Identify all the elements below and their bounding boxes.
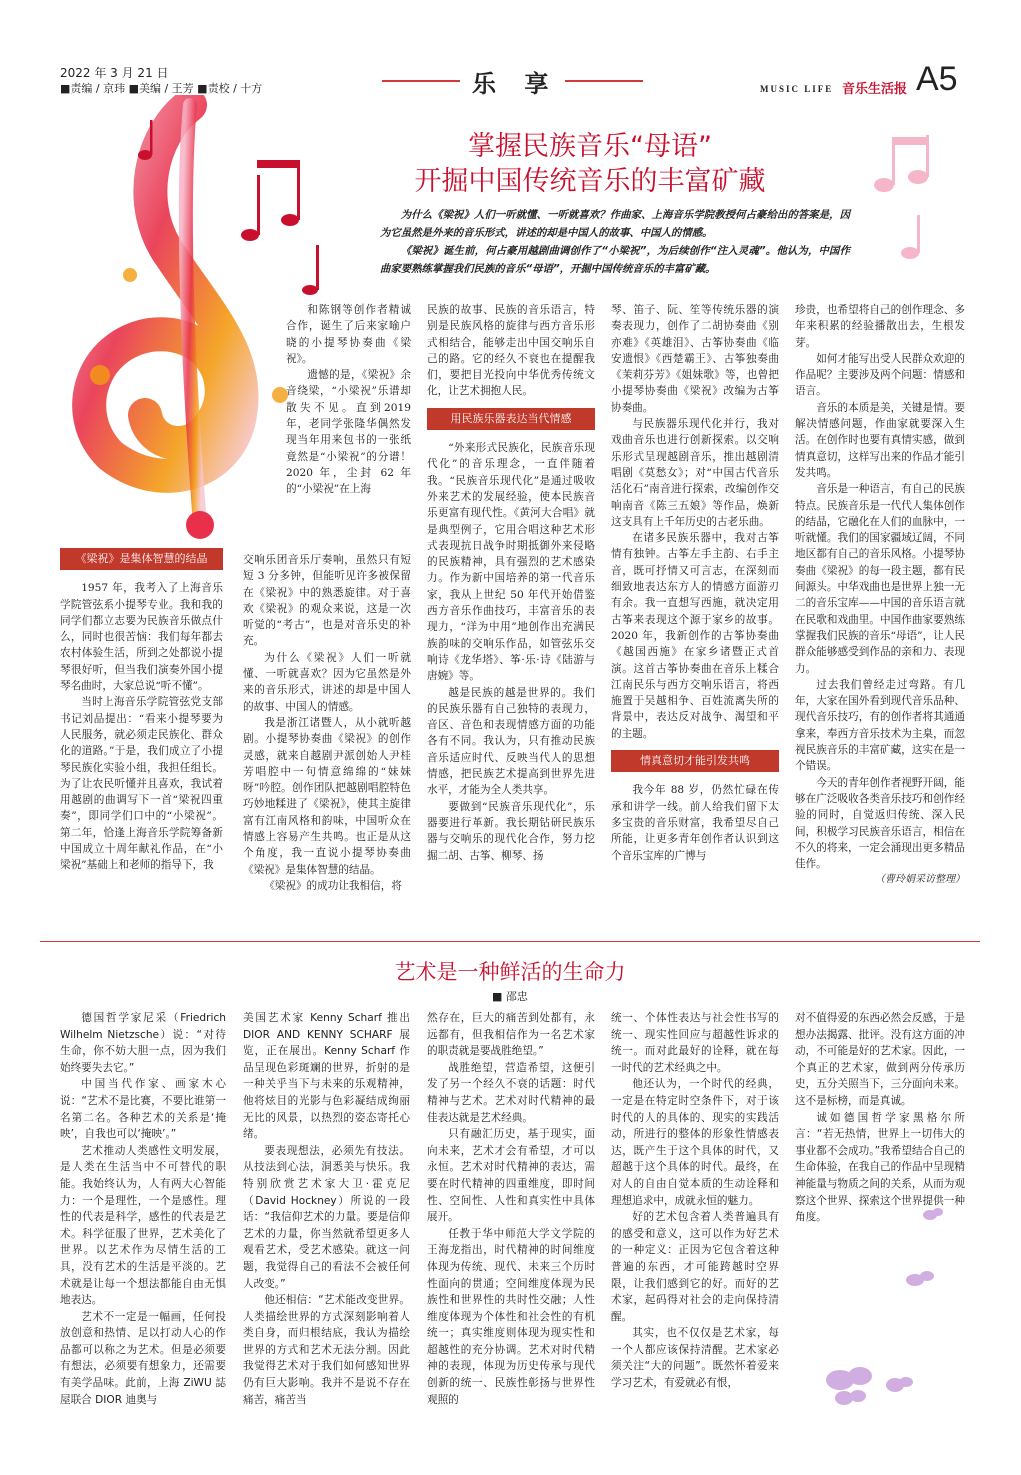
paragraph: 任教于华中师范大学文学院的王海龙指出，时代精神的时间维度体现为传统、现代、未来三个历时性面向的贯通；空间维度体现为民族性和世界性的共时性交融；人性维度体现为个体性和社会性的有机统一；真实维度则体现为现实性和超越性的充分协调。艺术对时代精神的表现，体现为历史传承与现代创新的统一、民族性彰扬与世界性观照的 <box>427 1227 595 1406</box>
paragraph: 艺术不一定是一幅画，任何投放创意和热情、足以打动人心的作品都可以称之为艺术。但是必须要有想法，必须要有想象力，还需要有美学品味。此前，上海 ZiWU 誌屋联合 DIOR 迪奥与 <box>60 1310 226 1406</box>
article1-col-c <box>427 302 595 864</box>
article-summary <box>380 206 850 278</box>
summary-paragraph: 为什么《梁祝》人们一听就懂、一听就喜欢？作曲家、上海音乐学院教授何占豪给出的答案是，因为它虽然是外来的音乐形式，讲述的却是中国人的故事、中国人的情感。 <box>380 209 850 239</box>
paragraph: 美国艺术家 Kenny Scharf 推出 DIOR AND KENNY SCHARF 展览，正在展出。Kenny Scharf 作品呈现色彩斑斓的世界，折射的是一种关乎当下与未来的乐观精神，他将炫目的光影与色彩凝结成绚丽无比的风景，以热烈的姿态寄托心绪。 <box>243 1012 410 1141</box>
butterfly-decoration <box>800 1200 950 1450</box>
article1-col-d <box>611 302 779 864</box>
paragraph: 他还认为，一个时代的经典，一定是在特定时空条件下，对于该时代的人的具体的、现实的实践活动，所进行的整体的形象性情感表达，既产生于这个具体的时代，又超越于这个具体的时代。最终，在对人的自由自觉本质的生动诠释和理想追求中，成就永恒的魅力。 <box>611 1078 779 1207</box>
paragraph: “外来形式民族化，民族音乐现代化”的音乐理念，一直伴随着我。“民族音乐现代化”是通过吸收外来艺术的发展经验，使本民族音乐更富有现代性。《黄河大合唱》就是典型例子，它用合唱这种艺术形式表现抗日战争时期抵御外来侵略的民族精神，具有强烈的艺术感染力。作为新中国培养的第一代音乐家，我从上世纪 50 年代开始借鉴西方音乐作曲技巧，丰富音乐的表现力，“洋为中用”地创作出充满民族韵味的交响乐作品，如管弦乐交响诗《龙华塔》、筝·乐·诗《陆游与唐婉》等。 <box>427 442 595 683</box>
paragraph: 好的艺术包含着人类普遍具有的感受和意义，这可以作为好艺术的一种定义：正因为它包含着这种普遍的东西，才可能跨越时空界限，让我们感到它的好。而好的艺术家，起码得对社会的走向保持清醒。 <box>611 1211 779 1323</box>
article2-col-4 <box>611 1010 779 1392</box>
paragraph: 和陈钢等创作者精诚合作，诞生了后来家喻户晓的小提琴协奏曲《梁祝》。 <box>286 304 411 365</box>
paragraph: 珍贵，也希望将自己的创作理念、多年来积累的经验播散出去，生根发芽。 <box>795 304 965 349</box>
paragraph: 音乐的本质是美，关键是情。要解决情感问题，作曲家就要深入生活。在创作时也要有真情实感，做到情真意切，这样写出来的作品才能引发共鸣。 <box>795 401 965 479</box>
paragraph: 今天的青年创作者视野开阔，能够在广泛吸收各类音乐技巧和创作经验的同时，自觉返归传统、深入民间，积极学习民族音乐语言，相信在不久的将来，一定会涌现出更多精品佳作。 <box>795 776 965 871</box>
subhead-collective-wisdom: 《梁祝》是集体智慧的结晶 <box>60 548 223 570</box>
header-rule-left <box>382 80 460 82</box>
paragraph: 中国当代作家、画家木心说：“艺术不是比赛，不要比谁第一名第二名。各种艺术的关系是‘掩映’，自我也可以‘掩映’。” <box>60 1078 226 1141</box>
paragraph: 战胜绝望，营造希望，这便引发了另一个经久不衰的话题：时代精神与艺术。艺术对时代精神的最佳表达就是艺术经典。 <box>427 1061 595 1124</box>
paragraph: 当时上海音乐学院管弦党支部书记刘品提出：“看来小提琴要为人民服务，就必须走民族化、群众化的道路。”于是，我们成立了小提琴民族化实验小组，我担任组长。为了让农民听懂并且喜欢，我试着用越剧的曲调写下一首“梁祝四重奏”，即同学们口中的“小梁祝”。第二年，恰逢上海音乐学院筹备新中国成立十周年献礼作品，在“小梁祝”基础上和老师的指导下，我 <box>60 696 223 872</box>
issue-date: 2022 年 3 月 21 日 <box>60 66 169 80</box>
paragraph: 《梁祝》的成功让我相信，将 <box>264 879 402 892</box>
article2-author: ■ 邵忠 <box>492 990 528 1003</box>
paragraph: 他还相信：“艺术能改变世界。人类描绘世界的方式深刻影响着人类自身，而归根结底，我认为描绘世界的方式和艺术无法分割。因此我觉得艺术对于我们如何感知世界仍有巨大影响。我并不是说不存在痛苦，痛苦当 <box>243 1294 410 1406</box>
page-number: A5 <box>916 60 958 98</box>
article2-title: 艺术是一种鲜活的生命力 <box>394 960 626 984</box>
article2-col-3 <box>427 1010 595 1408</box>
article1-col-b-top <box>286 302 411 498</box>
paragraph: 音乐是一种语言，有自己的民族特点。民族音乐是一代代人集体创作的结晶，它融化在人们的血脉中，一听就懂。我们的国家疆域辽阔，不同地区都有自己的音乐风格。小提琴协奏曲《梁祝》的每一段主题，都有民间源头。中华戏曲也是世界上独一无二的音乐宝库——中国的音乐语言就在民歌和戏曲里。中国作曲家要熟练掌握我们民族的音乐“母语”，让人民群众能够感受到作品的亲和力、表现力。 <box>795 483 965 675</box>
paragraph: 琴、笛子、阮、笙等传统乐器的演奏表现力，创作了二胡协奏曲《别亦难》《英雄泪》、古筝协奏曲《临安遗恨》《西楚霸王》、古筝独奏曲《茉莉芬芳》《姐妹歌》等，也曾把小提琴协奏曲《梁祝》改编为古筝协奏曲。 <box>611 304 779 414</box>
paragraph: 德国哲学家尼采（Friedrich Wilhelm Nietzsche）说：“对待生命，你不妨大胆一点，因为我们始终要失去它。” <box>60 1012 226 1074</box>
article2-col-5 <box>795 1010 965 1226</box>
header-rule-right <box>565 80 643 82</box>
article-title-line2: 开掘中国传统音乐的丰富矿藏 <box>414 166 766 197</box>
section-english: MUSIC LIFE <box>760 84 834 94</box>
paragraph: 要做到“民族音乐现代化”，乐器要进行革新。我长期钻研民族乐器与交响乐的现代化合作，努力挖掘二胡、古筝、柳琴、扬 <box>427 800 595 862</box>
paragraph: 然存在，巨大的痛苦到处都有，永远都有，但我相信作为一名艺术家的职责就是要战胜绝望。” <box>427 1012 595 1058</box>
treble-clef-shape <box>89 105 241 476</box>
section-title: 乐 享 <box>472 69 559 98</box>
article-credit: （曹玲娟采访整理） <box>875 874 965 886</box>
editor-credits: ■责编 / 京玮 ■美编 / 王芳 ■责校 / 十方 <box>60 82 263 95</box>
paragraph: 如何才能写出受人民群众欢迎的作品呢？主要涉及两个问题：情感和语言。 <box>795 352 965 398</box>
paragraph: 为什么《梁祝》人们一听就懂、一听就喜欢？因为它虽然是外来的音乐形式，讲述的却是中国人的故事、中国人的情感。 <box>243 651 411 713</box>
subhead-folk-instruments: 用民族乐器表达当代情感 <box>427 408 595 430</box>
paragraph: 越是民族的越是世界的。我们的民族乐器有自己独特的表现力，音区、音色和表现情感方面的功能各有不同。我认为，只有推动民族音乐适应时代、反映当代人的思想情感，把民族艺术提高到世界先进水平，才能为全人类共享。 <box>427 686 595 797</box>
paragraph: 民族的故事、民族的音乐语言，特别是民族风格的旋律与西方音乐形式相结合，能够走出中国交响乐自己的路。它的经久不衰也在提醒我们，要把目光投向中华优秀传统文化，让艺术拥抱人民。 <box>427 304 595 398</box>
paragraph: 艺术推动人类感性文明发展，是人类在生活当中不可替代的职能。我始终认为，人有两大心智能力：一个是理性，一个是感性。理性的代表是科学，感性的代表是艺术。科学征服了世界，艺术美化了世界。以艺术作为尽情生活的工具，没有艺术的生活是平淡的。艺术就是让每一个想法都能自由无惧地表达。 <box>60 1144 226 1307</box>
paragraph: 对不值得爱的东西必然会反感，于是想办法揭露、批评。没有这方面的冲动，不可能是好的艺术家。因此，一个真正的艺术家，做到两分传承历史，五分关照当下，三分面向未来。这不是标榜，而是真诚。 <box>795 1012 965 1107</box>
paragraph: 统一、个体性表达与社会性书写的统一、现实性回应与超越性诉求的统一。而对此最好的诠释，就在每一时代的艺术经典之中。 <box>611 1012 779 1074</box>
paragraph: 交响乐团音乐厅奏响，虽然只有短短 3 分多钟，但能听见许多被保留在《梁祝》中的熟悉旋律。对于喜欢《梁祝》的观众来说，这是一次听觉的“考古”，也是对音乐史的补充。 <box>243 554 411 648</box>
summary-paragraph: 《梁祝》诞生前，何占豪用越剧曲调创作了“小梁祝”，为后续创作“注入灵魂”。他认为，中国作曲家要熟练掌握我们民族的音乐“母语”，开掘中国传统音乐的丰富矿藏。 <box>380 245 850 275</box>
subhead-sincere-emotion: 情真意切才能引发共鸣 <box>611 750 779 772</box>
paragraph: 过去我们曾经走过弯路。有几年，大家在国外看到现代音乐品种、现代音乐技巧，有的创作者将其通通拿来，奉西方音乐技术为主臬，而忽视民族音乐的丰富矿藏，这实在是一个错误。 <box>795 678 965 773</box>
paragraph: 诚如德国哲学家黑格尔所言：“若无热情，世界上一切伟大的事业都不会成功。”我希望结合自己的生命体验，在我自己的作品中呈现精神能量与物质之间的关系，从而为观察这个世界、探索这个世界提供一种角度。 <box>795 1111 965 1224</box>
paragraph: 只有融汇历史，基于现实，面向未来，艺术才会有希望，才可以永恒。艺术对时代精神的表达，需要在时代精神的四重维度，即时间性、空间性、人性和真实性中具体展开。 <box>427 1128 595 1224</box>
article-title-line1: 掌握民族音乐“母语” <box>468 131 712 162</box>
article1-col-a <box>60 540 223 874</box>
section-divider <box>40 941 980 942</box>
paragraph: 我是浙江诸暨人，从小就听越剧。小提琴协奏曲《梁祝》的创作灵感，就来自越剧尹派创始人尹桂芳唱腔中一句情意绵绵的“妹妹呀”吟腔。创作团队把越剧唱腔特色巧妙地糅进了《梁祝》，使其主旋律富有江南风格和韵味，中国听众在情感上容易产生共鸣。也正是从这个角度，我一直说小提琴协奏曲《梁祝》是集体智慧的结晶。 <box>243 716 411 876</box>
paragraph: 要表现想法，必须先有技法。从技法到心法，洞悉美与快乐。我特别欣赏艺术家大卫·霍克尼（David Hockney）所说的一段话：“我信仰艺术的力量。要是信仰艺术的力量，你当然就希望更多人观看艺术，受艺术感染。就这一问题，我觉得自己的看法不会被任何人改变。” <box>243 1144 410 1290</box>
paragraph: 我今年 88 岁，仍然忙碌在传承和讲学一线。前人给我们留下太多宝贵的音乐财富，我希望尽自己所能，让更多青年创作者认识到这个音乐宝库的广博与 <box>611 784 779 862</box>
pink-note-icon <box>870 135 940 265</box>
paragraph: 与民族器乐现代化并行，我对戏曲音乐也进行创新探索。以交响乐形式呈现越剧音乐，推出越剧清唱剧《莫愁女》；对“中国古代音乐活化石”南音进行探索，改编创作交响南音《陈三五娘》等作品，焕新这支具有上千年历史的古老乐曲。 <box>611 418 779 528</box>
paragraph: 遗憾的是，《梁祝》余音绕梁，“小梁祝”乐谱却散失不见。直到2019 年，老同学张隆华偶然发现当年用来包书的一张纸竟然是“小梁祝”的分谱！2020 年，尘封 62 年的“小梁祝”在上海 <box>286 369 411 496</box>
paragraph: 1957 年，我考入了上海音乐学院管弦系小提琴专业。我和我的同学们都立志要为民族音乐做点什么，同时也很苦恼：我们每年都去农村体验生活，所到之处都说小提琴很好听，但当我们演奏外国小提琴名曲时，大家总说“听不懂”。 <box>60 582 223 693</box>
newspaper-name: 音乐生活报 <box>842 82 908 97</box>
article2-col-2 <box>243 1010 410 1408</box>
article1-col-e <box>795 302 965 889</box>
paragraph: 在诸多民族乐器中，我对古筝情有独钟。古筝左手主韵、右手主音，既可抒情又可言志，在深刻而细致地表达东方人的情感方面游刃有余。我一直想写西施，就决定用古筝来表现这个源于家乡的故事。2020 年，我新创作的古筝协奏曲《越国西施》在家乡诸暨正式首演。这首古筝协奏曲在音乐上糅合江南民乐与西方交响乐语言，将西施置于吴越相争、百姓流离失所的背景中，表达反对战争、渴望和平的主题。 <box>611 532 779 740</box>
paragraph: 其实，也不仅仅是艺术家，每一个人都应该保持清醒。艺术家必须关注“大的问题”。既然怀着爱来学习艺术，有爱就必有恨， <box>611 1327 779 1390</box>
article1-col-b <box>243 552 411 894</box>
article2-col-1 <box>60 1010 226 1408</box>
